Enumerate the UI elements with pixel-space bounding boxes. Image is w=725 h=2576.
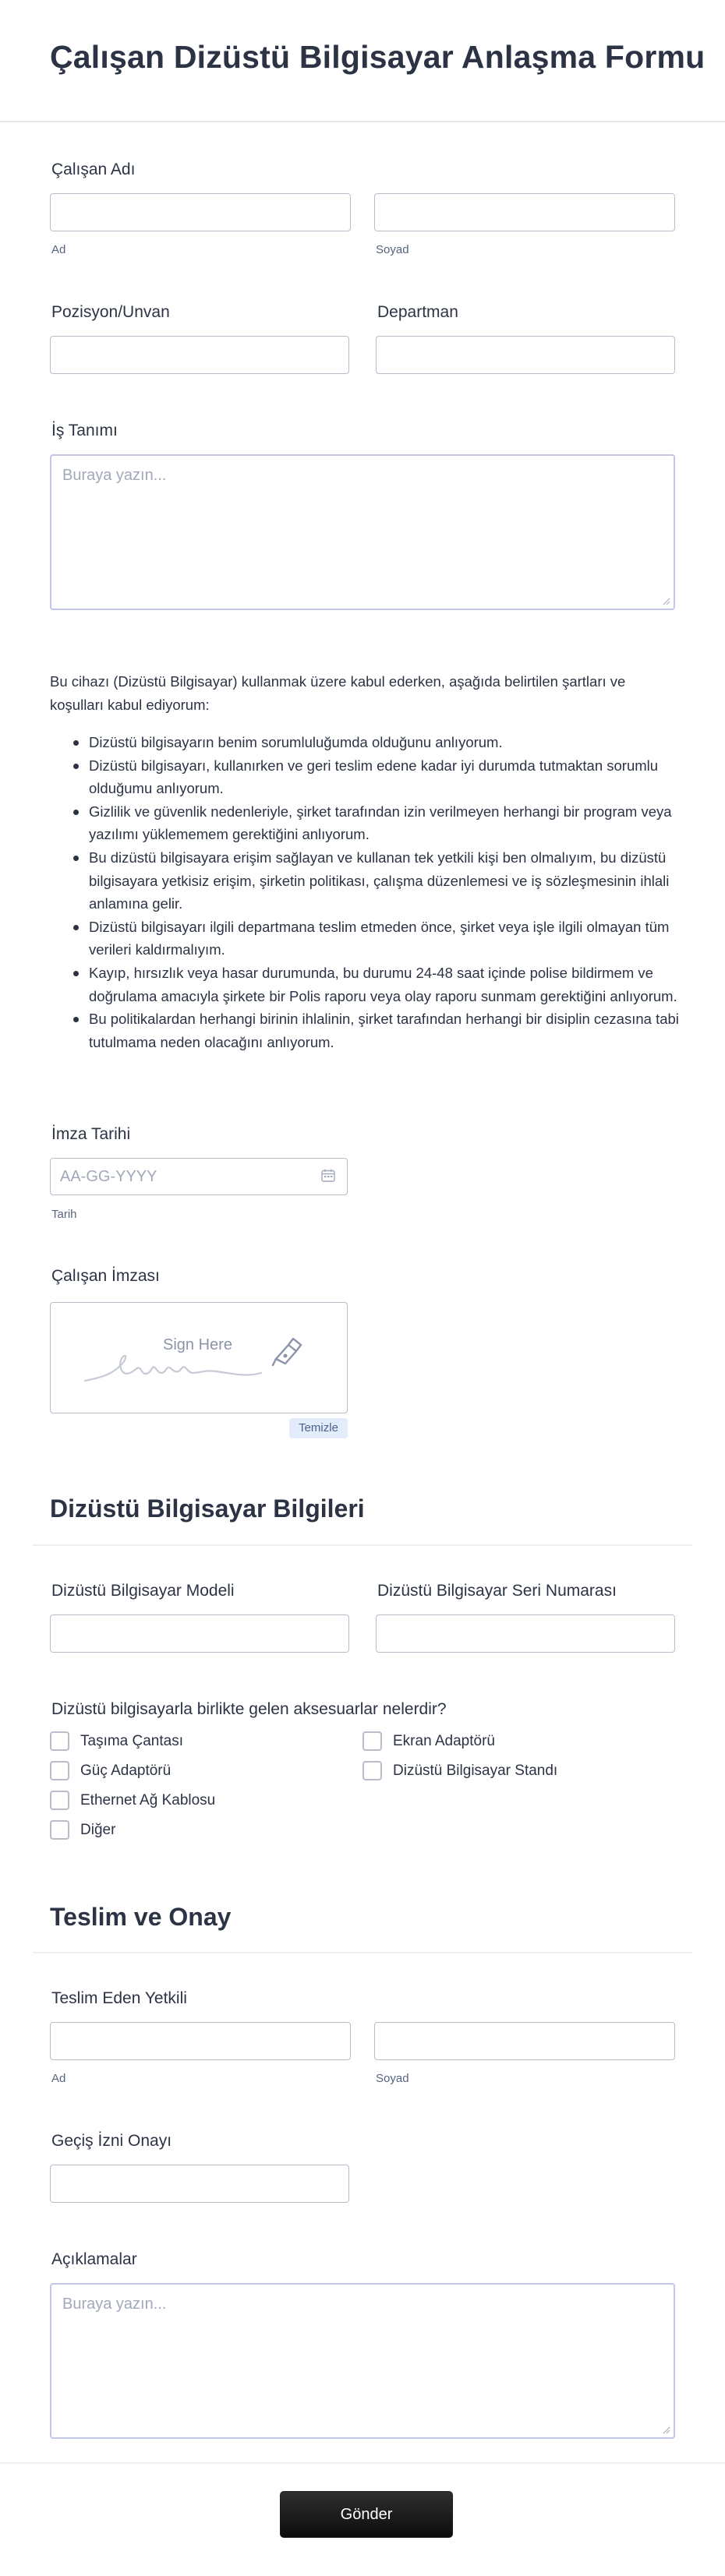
last-name-input[interactable] (374, 193, 675, 231)
notes-textarea[interactable] (50, 2283, 675, 2439)
notes-label: Açıklamalar (51, 2250, 137, 2268)
signature-date-input[interactable] (50, 1158, 348, 1195)
signature-date-sublabel: Tarih (51, 1208, 77, 1221)
agreement-terms-list (73, 731, 680, 1053)
agreement-intro: Bu cihazı (Dizüstü Bilgisayar) kullanmak üzere kabul ederken, aşağıda belirtilen şartları ve koşulları kabul ediyorum: (50, 673, 626, 713)
authority-last-name-input[interactable] (374, 2022, 675, 2060)
checkbox-box[interactable] (50, 1761, 69, 1780)
accessories-question: Dizüstü bilgisayarla birlikte gelen aksesuarlar nelerdir? (51, 1700, 447, 1718)
clear-signature-button[interactable]: Temizle (289, 1418, 348, 1438)
first-name-input[interactable] (50, 193, 351, 231)
accessory-checkbox-carrying-case[interactable] (50, 1731, 183, 1751)
authority-last-name-sublabel: Soyad (376, 2072, 409, 2085)
signature-pad[interactable] (50, 1302, 348, 1413)
checkbox-box[interactable] (362, 1731, 382, 1751)
accessory-checkbox-other[interactable] (50, 1820, 115, 1840)
handover-authority-label: Teslim Eden Yetkili (51, 1989, 187, 2007)
department-input[interactable] (376, 336, 675, 374)
checkbox-label: Dizüstü Bilgisayar Standı (393, 1762, 558, 1779)
agreement-term: Bu politikalardan herhangi birinin ihlalinin, şirket tarafından herhangi bir disiplin cezasına tabi tutulmama neden olacağını anlıyorum. (73, 1007, 680, 1053)
checkbox-box[interactable] (50, 1791, 69, 1810)
authority-first-name-sublabel: Ad (51, 2072, 66, 2085)
agreement-term: Dizüstü bilgisayarı ilgili departmana teslim etmeden önce, şirket veya işle ilgili olmayan tüm verileri kaldırmalıyım. (73, 916, 680, 962)
last-name-sublabel: Soyad (376, 243, 409, 256)
footer-divider (0, 2462, 725, 2464)
agreement-term: Dizüstü bilgisayarı, kullanırken ve geri teslim edene kadar iyi durumda tutmaktan sorumlu olduğumu anlıyorum. (73, 754, 680, 800)
job-description-textarea[interactable] (50, 454, 675, 610)
agreement-term: Bu dizüstü bilgisayara erişim sağlayan ve kullanan tek yetkili kişi ben olmalıyım, bu dizüstü bilgisayara yetkisiz erişim, şirketin politikası, çalışma düzenlemesi ve iş sözleşmesinin ihlali anlamına gelir. (73, 846, 680, 916)
agreement-term: Kayıp, hırsızlık veya hasar durumunda, bu durumu 24-48 saat içinde polise bildirmem ve doğrulama amacıyla şirkete bir Polis raporu veya olay raporu sunmam gerektiğini anlıyorum. (73, 962, 680, 1007)
job-description-label: İş Tanımı (51, 422, 118, 439)
laptop-section-title: Dizüstü Bilgisayar Bilgileri (50, 1494, 365, 1523)
position-label: Pozisyon/Unvan (51, 303, 170, 321)
pass-approval-label: Geçiş İzni Onayı (51, 2132, 172, 2150)
checkbox-label: Taşıma Çantası (80, 1732, 183, 1749)
form-header (0, 0, 725, 122)
signature-prompt: Sign Here (163, 1336, 232, 1353)
department-label: Departman (377, 303, 458, 321)
checkbox-box[interactable] (50, 1820, 69, 1840)
agreement-term: Dizüstü bilgisayarın benim sorumluluğumda olduğunu anlıyorum. (73, 731, 680, 754)
section-divider (33, 1952, 692, 1953)
checkbox-label: Güç Adaptörü (80, 1762, 172, 1779)
resize-grip-icon[interactable] (661, 596, 670, 605)
submit-button[interactable]: Gönder (280, 2491, 453, 2538)
first-name-sublabel: Ad (51, 243, 66, 256)
section-divider (33, 1544, 692, 1546)
signature-date-label: İmza Tarihi (51, 1125, 131, 1143)
resize-grip-icon[interactable] (661, 2425, 670, 2434)
accessory-checkbox-display-adapter[interactable] (362, 1731, 495, 1751)
laptop-model-input[interactable] (50, 1614, 349, 1653)
employee-name-label: Çalışan Adı (51, 161, 136, 178)
authority-first-name-input[interactable] (50, 2022, 351, 2060)
handover-section-title: Teslim ve Onay (50, 1903, 232, 1931)
checkbox-label: Diğer (80, 1821, 116, 1838)
checkbox-label: Ethernet Ağ Kablosu (80, 1791, 216, 1808)
laptop-serial-input[interactable] (376, 1614, 675, 1653)
pen-icon (271, 1336, 306, 1367)
checkbox-box[interactable] (50, 1731, 69, 1751)
checkbox-label: Ekran Adaptörü (393, 1732, 495, 1749)
calendar-icon[interactable] (321, 1169, 335, 1182)
signature-label: Çalışan İmzası (51, 1267, 160, 1285)
checkbox-box[interactable] (362, 1761, 382, 1780)
laptop-model-label: Dizüstü Bilgisayar Modeli (51, 1582, 235, 1600)
laptop-serial-label: Dizüstü Bilgisayar Seri Numarası (377, 1582, 617, 1600)
agreement-term: Gizlilik ve güvenlik nedenleriyle, şirket tarafından izin verilmeyen herhangi bir program veya yazılımı yüklememem gerektiğini anlıyorum. (73, 800, 680, 846)
accessory-checkbox-power-adapter[interactable] (50, 1761, 171, 1780)
accessory-checkbox-ethernet-cable[interactable] (50, 1791, 215, 1810)
form-title: Çalışan Dizüstü Bilgisayar Anlaşma Formu (50, 39, 706, 75)
position-input[interactable] (50, 336, 349, 374)
pass-approval-input[interactable] (50, 2165, 349, 2203)
accessory-checkbox-laptop-stand[interactable] (362, 1761, 557, 1780)
